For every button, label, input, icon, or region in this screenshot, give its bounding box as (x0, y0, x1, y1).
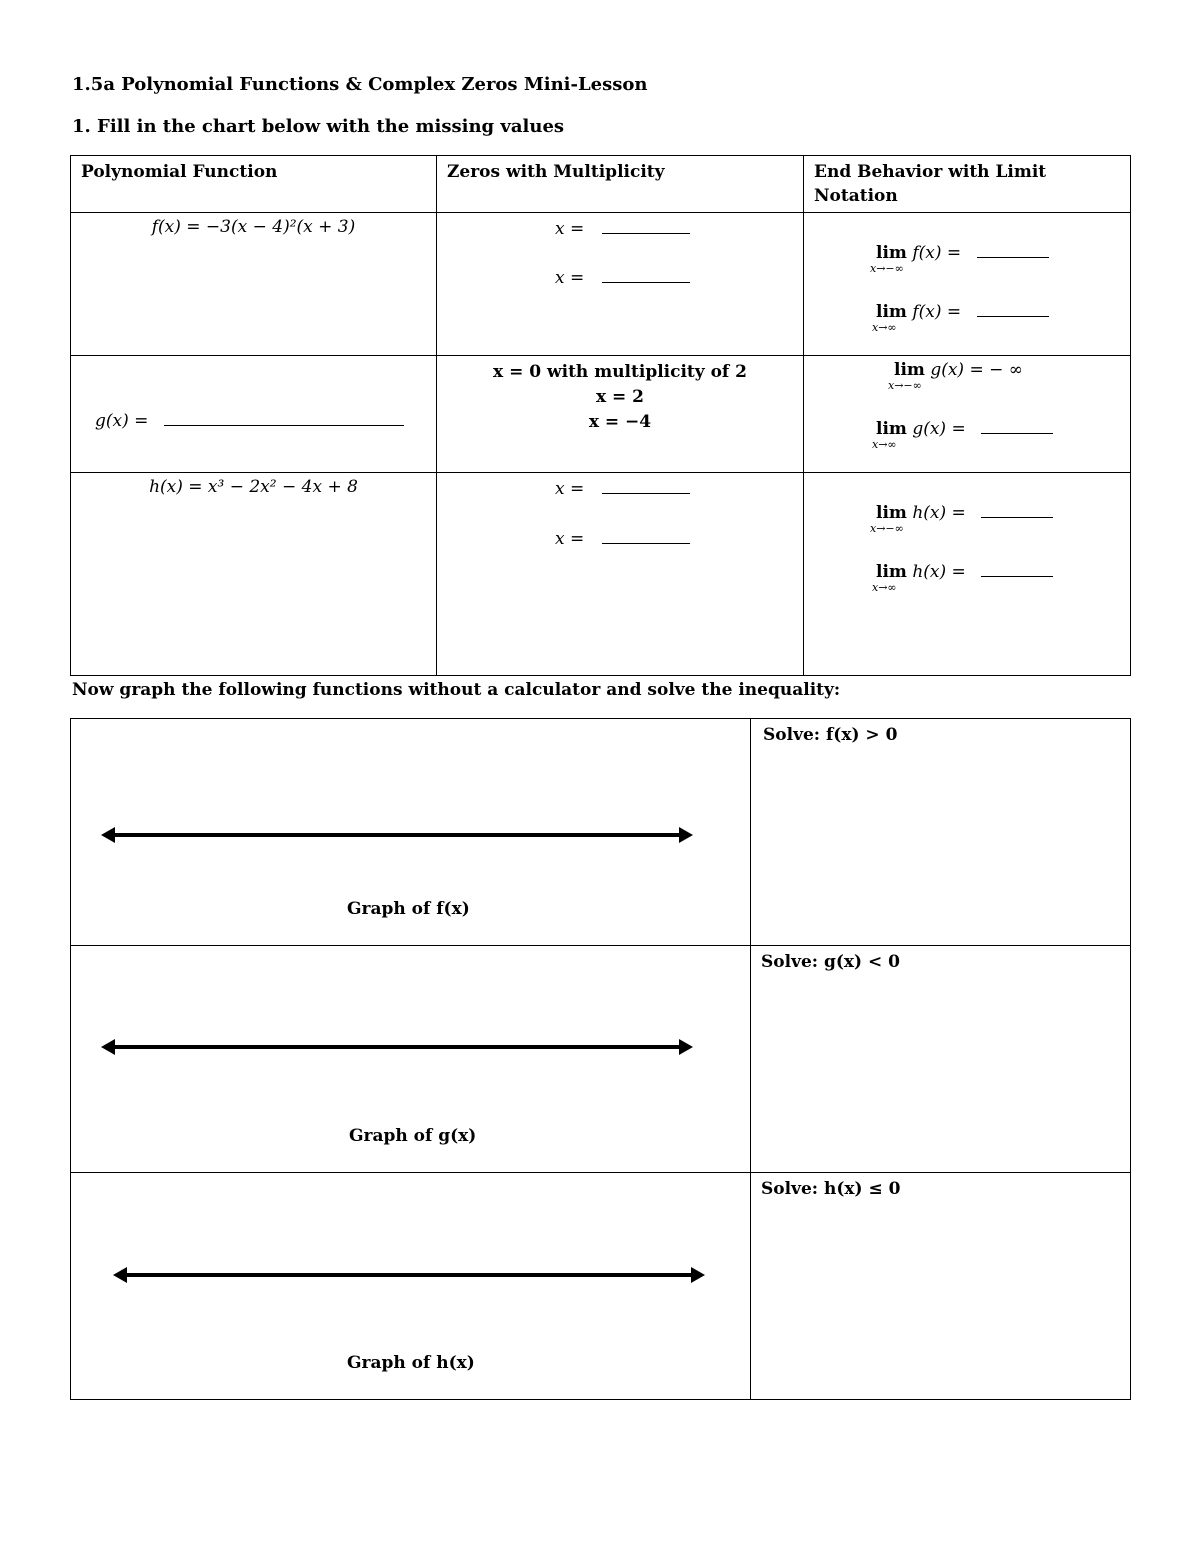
answer-blank[interactable] (977, 257, 1049, 258)
header-end-behavior: End Behavior with Limit Notation (804, 156, 1131, 213)
zero-item: x = 2 (595, 387, 645, 407)
graph-area-f[interactable] (71, 719, 751, 946)
row2-function-cell (71, 356, 437, 473)
answer-blank[interactable] (981, 517, 1053, 518)
row3-zeros-cell (437, 473, 804, 676)
answer-blank[interactable] (602, 493, 690, 494)
page-title: 1.5a Polynomial Functions & Complex Zeros Mini-Lesson (72, 74, 648, 95)
header-zeros-multiplicity: Zeros with Multiplicity (437, 156, 804, 213)
row1-limits-cell (804, 213, 1131, 356)
answer-blank[interactable] (981, 433, 1053, 434)
f-function-text: f(x) = −3(x − 4)²(x + 3) (151, 217, 356, 237)
zero-item: x = 0 with multiplicity of 2 (493, 362, 747, 382)
row3-function-cell (71, 473, 437, 676)
solve-label: Solve: h(x) ≤ 0 (761, 1179, 901, 1199)
row2-limits-cell (804, 356, 1131, 473)
graph-label: Graph of g(x) (349, 1126, 477, 1146)
graph-area-g[interactable] (71, 946, 751, 1173)
row2-zeros-cell (437, 356, 804, 473)
g-zeros-list (437, 360, 803, 435)
zero-entry: x = (555, 529, 690, 549)
row1-function-cell (71, 213, 437, 356)
answer-blank[interactable] (164, 425, 404, 426)
limit-entry: lim x→−∞ f(x) = (876, 243, 1049, 263)
answer-blank[interactable] (602, 543, 690, 544)
solve-label: Solve: f(x) > 0 (763, 725, 898, 745)
graph-table (70, 718, 1131, 1400)
solve-area-f[interactable] (751, 719, 1131, 946)
limit-entry: lim x→−∞ h(x) = (876, 503, 1053, 523)
answer-blank[interactable] (981, 576, 1053, 577)
graph-prompt: Now graph the following functions without a calculator and solve the inequality: (72, 680, 841, 700)
header-polynomial-function: Polynomial Function (71, 156, 437, 213)
limit-entry: lim x→∞ h(x) = (876, 562, 1053, 582)
solve-label: Solve: g(x) < 0 (761, 952, 900, 972)
g-function-entry: g(x) = (95, 411, 404, 431)
zero-entry: x = (555, 268, 690, 288)
answer-blank[interactable] (977, 316, 1049, 317)
answer-blank[interactable] (602, 282, 690, 283)
zero-entry: x = (555, 479, 690, 499)
zero-entry: x = (555, 219, 690, 239)
polynomial-chart (70, 155, 1131, 676)
graph-area-h[interactable] (71, 1173, 751, 1400)
graph-label: Graph of h(x) (347, 1353, 475, 1373)
row3-limits-cell (804, 473, 1131, 676)
limit-entry: lim x→−∞ g(x) = − ∞ (888, 360, 1023, 392)
row1-zeros-cell (437, 213, 804, 356)
limit-entry: lim x→∞ f(x) = (876, 302, 1049, 322)
answer-blank[interactable] (602, 233, 690, 234)
zero-item: x = −4 (588, 412, 652, 432)
h-function-text: h(x) = x³ − 2x² − 4x + 8 (149, 477, 358, 497)
solve-area-g[interactable] (751, 946, 1131, 1173)
graph-label: Graph of f(x) (347, 899, 470, 919)
solve-area-h[interactable] (751, 1173, 1131, 1400)
limit-entry: lim x→∞ g(x) = (876, 419, 1053, 439)
chart-prompt: 1. Fill in the chart below with the missing values (72, 116, 565, 137)
